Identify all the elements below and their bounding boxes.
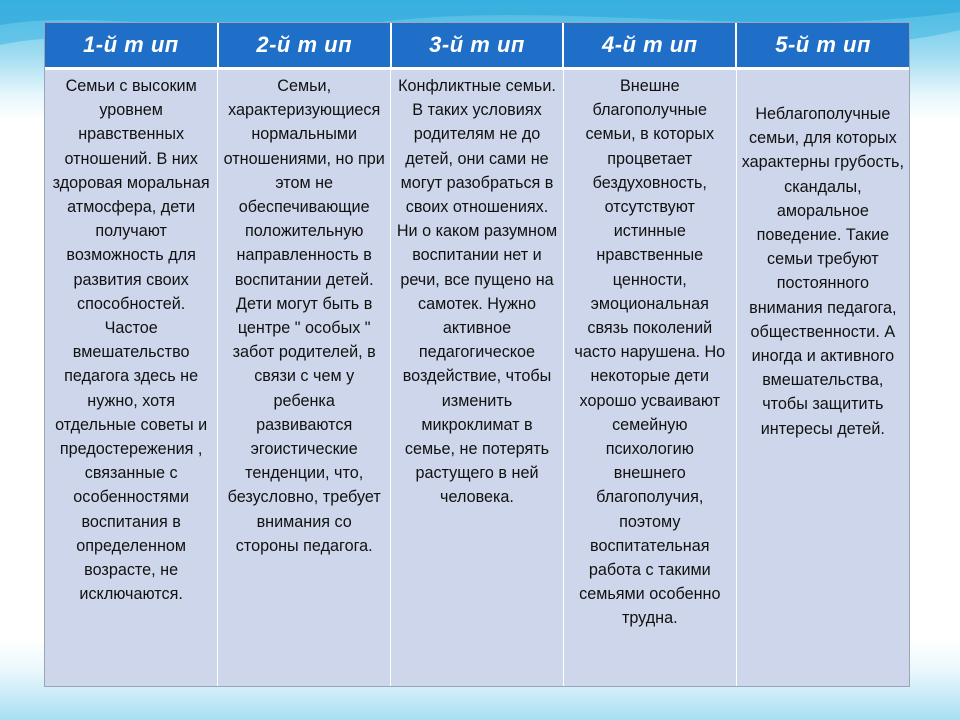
cell-type-5 <box>736 69 909 687</box>
cell-type-2 <box>218 69 391 687</box>
family-types-grid <box>45 23 909 686</box>
cell-type-5-text: Неблагополучные семьи, для которых характерны грубость, скандалы, аморальное поведение. Такие семьи требуют постоянного внимания педагога, общественности. А иногда и активного вмешательства, чтобы защитить интересы детей. <box>741 105 904 438</box>
header-type-4: 4-й т ип <box>563 23 736 69</box>
cell-type-3 <box>391 69 564 687</box>
cell-type-4 <box>563 69 736 687</box>
family-types-table <box>44 22 910 687</box>
header-row <box>45 23 909 69</box>
table-row <box>45 69 909 687</box>
cell-type-2-text: Семьи, характеризующиеся нормальными отношениями, но при этом не обеспечивающие положительную направленность в воспитании детей. Дети могут быть в центре " особых " забот родителей, в связи с чем у ребенка развиваются эгоистические тенденции, что, безусловно, требует внимания со стороны педагога. <box>223 77 385 555</box>
header-type-2: 2-й т ип <box>218 23 391 69</box>
header-type-1: 1-й т ип <box>45 23 218 69</box>
cell-type-3-text: Конфликтные семьи. В таких условиях родителям не до детей, они сами не могут разобраться в своих отношениях. Ни о каком разумном воспитании нет и речи, все пущено на самотек. Нужно активное педагогическое воздействие, чтобы изменить микроклимат в семье, не потерять растущего в ней человека. <box>396 77 558 507</box>
cell-type-4-text: Внешне благополучные семьи, в которых процветает бездуховность, отсутствуют истинные нравственные ценности, эмоциональная связь поколений часто нарушена. Но некоторые дети хорошо усваивают семейную психологию внешнего благополучия, поэтому воспитательная работа с такими семьями особенно трудна. <box>574 77 726 628</box>
cell-type-1 <box>45 69 218 687</box>
cell-type-1-text: Семьи с высоким уровнем нравственных отношений. В них здоровая моральная атмосфера, дети получают возможность для развития своих способностей. Частое вмешательство педагога здесь не нужно, хотя отдельные советы и предостережения , связанные с особенностями воспитания в определенном возрасте, не исключаются. <box>52 77 210 604</box>
header-type-5: 5-й т ип <box>736 23 909 69</box>
header-type-3: 3-й т ип <box>391 23 564 69</box>
